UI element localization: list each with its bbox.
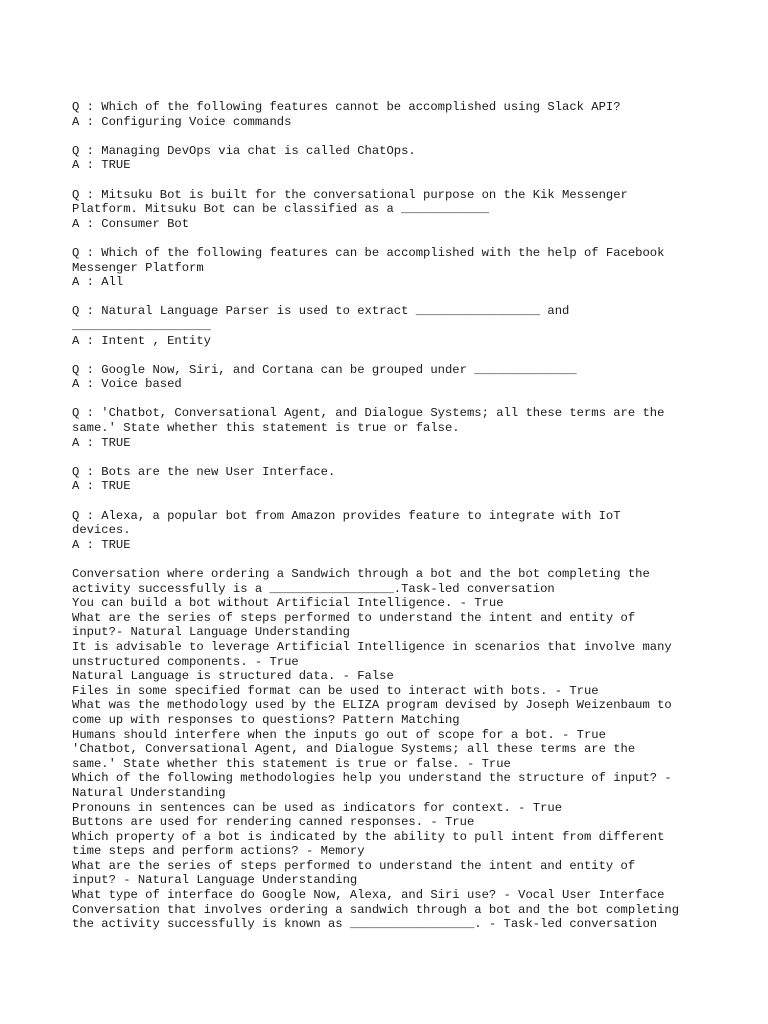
blank-line: [72, 450, 712, 465]
text-line: activity successfully is a _________________.Task-led conversation: [72, 581, 555, 596]
text-line: Humans should interfere when the inputs go out of scope for a bot. - True: [72, 727, 606, 742]
blank-line: [72, 552, 712, 567]
text-line: Q : Natural Language Parser is used to extract _________________ and: [72, 304, 570, 319]
text-line: Q : Mitsuku Bot is built for the conversational purpose on the Kik Messenger: [72, 187, 628, 202]
text-line: Natural Language is structured data. - False: [72, 669, 394, 684]
text-line: A : Consumer Bot: [72, 216, 190, 231]
text-line: A : Configuring Voice commands: [72, 114, 292, 129]
blank-line: [72, 173, 712, 188]
text-line: Buttons are used for rendering canned responses. - True: [72, 815, 475, 830]
blank-line: [72, 129, 712, 144]
blank-line: [72, 348, 712, 363]
text-line: 'Chatbot, Conversational Agent, and Dialogue Systems; all these terms are the: [72, 742, 636, 757]
text-line: Q : Managing DevOps via chat is called ChatOps.: [72, 143, 416, 158]
text-line: Conversation where ordering a Sandwich through a bot and the bot completing the: [72, 567, 650, 581]
text-line: unstructured components. - True: [72, 654, 299, 669]
text-line: A : All: [72, 275, 124, 290]
text-line: Q : Which of the following features can be accomplished with the help of Facebook: [72, 245, 665, 260]
text-line: input? - Natural Language Understanding: [72, 873, 358, 888]
text-line: What are the series of steps performed to understand the intent and entity of: [72, 610, 636, 625]
text-line: Pronouns in sentences can be used as indicators for context. - True: [72, 800, 563, 815]
text-line: Messenger Platform: [72, 260, 204, 275]
text-line: Q : 'Chatbot, Conversational Agent, and Dialogue Systems; all these terms are the: [72, 406, 665, 421]
text-line: same.' State whether this statement is true or false.: [72, 421, 460, 436]
text-line: You can build a bot without Artificial Intelligence. - True: [72, 596, 504, 611]
text-line: Q : Alexa, a popular bot from Amazon provides feature to integrate with IoT: [72, 508, 621, 523]
blank-line: [72, 231, 712, 246]
text-line: What was the methodology used by the ELIZA program devised by Joseph Weizenbaum to: [72, 698, 672, 713]
text-line: A : TRUE: [72, 537, 131, 552]
text-line: come up with responses to questions? Pattern Matching: [72, 712, 460, 727]
text-line: Which property of a bot is indicated by the ability to pull intent from different: [72, 829, 665, 844]
text-line: Files in some specified format can be used to interact with bots. - True: [72, 683, 599, 698]
text-line: devices.: [72, 523, 131, 538]
document-page: [72, 100, 712, 932]
text-line: Q : Which of the following features cannot be accomplished using Slack API?: [72, 100, 621, 114]
text-line: Platform. Mitsuku Bot can be classified as a ____________: [72, 202, 489, 217]
text-line: A : TRUE: [72, 435, 131, 450]
text-line: Q : Google Now, Siri, and Cortana can be grouped under ______________: [72, 362, 577, 377]
text-line: What type of interface do Google Now, Alexa, and Siri use? - Vocal User Interface: [72, 888, 665, 903]
text-line: same.' State whether this statement is true or false. - True: [72, 756, 511, 771]
text-line: Natural Understanding: [72, 785, 226, 800]
text-line: the activity successfully is known as _________________. - Task-led conversation: [72, 917, 658, 932]
text-line: time steps and perform actions? - Memory: [72, 844, 365, 859]
text-line: A : TRUE: [72, 479, 131, 494]
text-line: Conversation that involves ordering a sandwich through a bot and the bot completing: [72, 902, 680, 917]
blank-line: [72, 290, 712, 305]
text-line: A : Voice based: [72, 377, 182, 392]
blank-line: [72, 392, 712, 407]
blank-line: [72, 494, 712, 509]
text-line: ___________________: [72, 318, 211, 333]
text-line: Q : Bots are the new User Interface.: [72, 464, 336, 479]
text-line: It is advisable to leverage Artificial Intelligence in scenarios that involve many: [72, 639, 672, 654]
text-line: What are the series of steps performed to understand the intent and entity of: [72, 858, 636, 873]
text-line: A : Intent , Entity: [72, 333, 211, 348]
document-text: [72, 100, 712, 932]
text-line: Which of the following methodologies help you understand the structure of input? -: [72, 771, 672, 786]
text-line: input?- Natural Language Understanding: [72, 625, 350, 640]
text-line: A : TRUE: [72, 158, 131, 173]
